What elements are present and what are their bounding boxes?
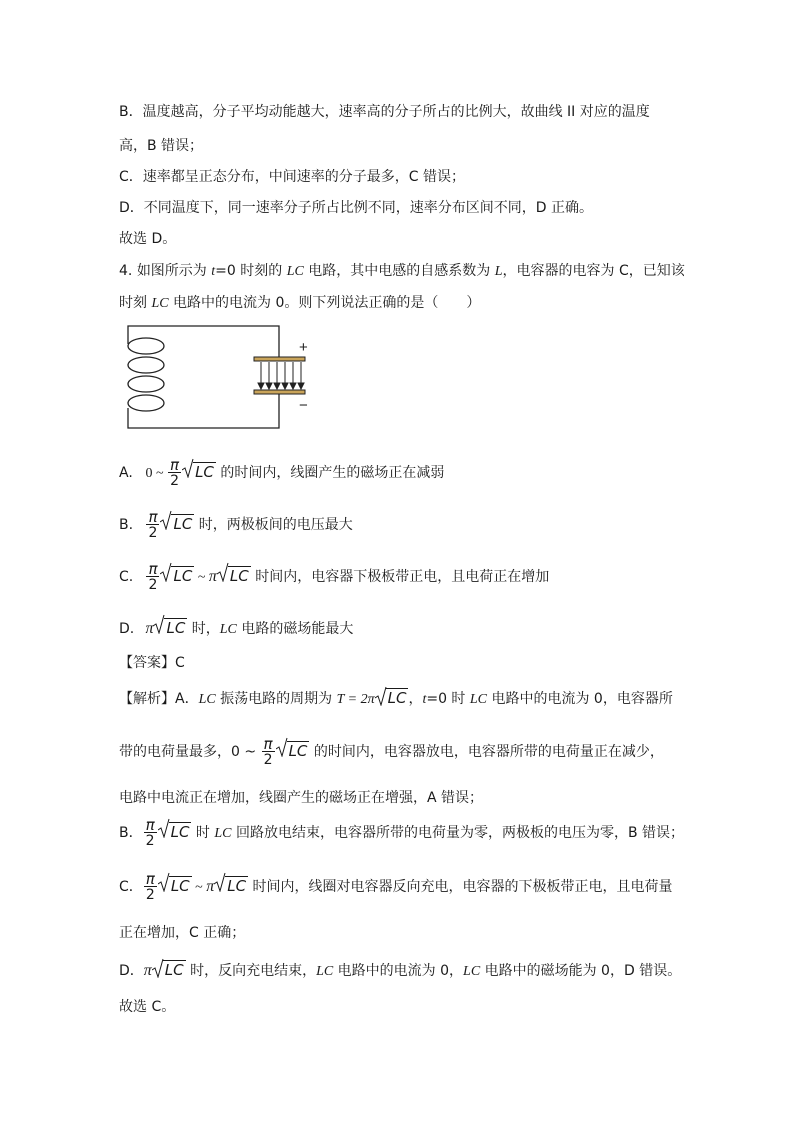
option-label: A.: [119, 465, 133, 481]
sqrt-lc: LC: [375, 686, 409, 712]
analysis-text: 振荡电路的周期为: [215, 691, 337, 707]
option-text: 时，两极板间的电压最大: [198, 517, 353, 533]
stem-text: ，电容器的电容为 C，已知该: [502, 263, 685, 279]
tilde: ~: [191, 880, 207, 895]
analysis-text: 电路中的电流为 0，电容器所: [487, 691, 673, 707]
option-text: 的时间内，线圈产生的磁场正在减弱: [220, 465, 445, 481]
text-line: C．速率都呈正态分布，中间速率的分子最多，C 错误；: [119, 169, 465, 185]
analysis-line: [119, 872, 673, 903]
option-a: [119, 458, 444, 489]
sqrt-lc: LC: [214, 872, 248, 902]
analysis-line: [119, 737, 664, 767]
var-t: t: [422, 692, 427, 707]
option-label: C.: [119, 569, 134, 585]
analysis-line: [119, 958, 681, 985]
analysis-text: 时，反向充电结束，: [185, 963, 317, 979]
minus-sign: −: [299, 397, 308, 414]
analysis-text: 时: [191, 825, 215, 841]
analysis-line: 电路中电流正在增加，线圈产生的磁场正在增强，A 错误；: [119, 790, 484, 806]
plus-sign: +: [299, 339, 308, 356]
analysis-text: C．: [119, 879, 143, 895]
fraction: $\frac{\pi}{2}$: [170, 456, 180, 489]
var-lc: LC: [219, 622, 237, 637]
option-d: [119, 614, 353, 645]
fraction: $\frac{\pi}{2}$: [263, 735, 273, 768]
sqrt-lc: LC: [153, 614, 187, 644]
option-b: [119, 510, 353, 540]
pi: π: [145, 620, 154, 637]
pi: π: [143, 962, 152, 979]
stem-text: 时刻: [119, 295, 152, 311]
option-label: D.: [119, 621, 135, 637]
text-line: D．不同温度下，同一速率分子所占比例不同，速率分布区间不同，D 正确。: [119, 200, 594, 216]
sqrt-lc: LC: [276, 737, 310, 767]
analysis-line: 故选 C。: [119, 999, 176, 1015]
option-label: B.: [119, 517, 134, 533]
period-formula: T = 2π: [336, 692, 375, 707]
sqrt-lc: LC: [160, 562, 194, 592]
analysis-text: =0 时: [426, 691, 470, 707]
analysis-text: 电路中的电流为 0，: [333, 963, 464, 979]
sqrt-lc: LC: [182, 458, 216, 488]
analysis-line: 正在增加，C 正确；: [119, 925, 246, 941]
var-l: L: [494, 264, 503, 279]
analysis-text: B．: [119, 825, 143, 841]
text-line: 故选 D。: [119, 231, 177, 247]
lc-circuit-diagram: [118, 322, 318, 434]
analysis-line: [119, 818, 684, 849]
var-t: t: [211, 264, 216, 279]
pi: π: [208, 568, 217, 585]
analysis-text: 带的电荷量最多，0 ~: [119, 744, 261, 760]
stem-text: =0 时刻的: [215, 263, 287, 279]
var-lc: LC: [151, 296, 169, 311]
option-math: 0 ~: [145, 466, 168, 481]
fraction: $\frac{\pi}{2}$: [148, 560, 158, 593]
tilde: ~: [194, 570, 209, 585]
text-line: B．温度越高，分子平均动能越大，速率高的分子所占的比例大，故曲线 II 对应的温度: [119, 104, 650, 120]
fraction: $\frac{\pi}{2}$: [145, 816, 155, 849]
analysis-text: 电路中的磁场能为 0，D 错误。: [480, 963, 682, 979]
analysis-text: 的时间内，电容器放电，电容器所带的电荷量正在减少，: [309, 744, 664, 760]
question-stem: [119, 261, 685, 282]
var-lc: LC: [463, 964, 481, 979]
fraction: $\frac{\pi}{2}$: [148, 508, 158, 541]
sqrt-lc: LC: [160, 510, 194, 540]
pi: π: [206, 878, 215, 895]
option-text: 时，: [187, 621, 220, 637]
sqrt-lc: LC: [158, 818, 192, 848]
analysis-text: 时间内，线圈对电容器反向充电，电容器的下极板带正电，且电荷量: [248, 879, 673, 895]
var-lc: LC: [316, 964, 334, 979]
var-lc: LC: [214, 826, 232, 841]
analysis-line: [119, 686, 673, 713]
analysis-text: 【解析】A．: [119, 691, 199, 707]
answer: 【答案】C: [119, 655, 185, 671]
sqrt-lc: LC: [152, 958, 186, 984]
analysis-text: ，: [408, 691, 423, 707]
question-stem: [119, 293, 480, 314]
sqrt-lc: LC: [158, 872, 192, 902]
var-lc: LC: [198, 692, 216, 707]
stem-text: 电路，其中电感的自感系数为: [303, 263, 495, 279]
fraction: $\frac{\pi}{2}$: [145, 870, 155, 903]
sqrt-lc: LC: [217, 562, 251, 592]
stem-text: 如图所示为: [136, 263, 212, 279]
option-text: 时间内，电容器下极板带正电，且电荷正在增加: [255, 569, 550, 585]
analysis-text: 回路放电结束，电容器所带的电荷量为零，两极板的电压为零，B 错误；: [231, 825, 685, 841]
analysis-text: D．: [119, 963, 144, 979]
option-c: [119, 562, 549, 593]
stem-text: 电路中的电流为 0。则下列说法正确的是（ ）: [168, 295, 481, 311]
text-line: 高，B 错误；: [119, 138, 204, 154]
var-lc: LC: [286, 264, 304, 279]
question-number: 4.: [119, 263, 137, 279]
var-lc: LC: [469, 692, 488, 707]
option-text: 电路的磁场能最大: [236, 621, 354, 637]
